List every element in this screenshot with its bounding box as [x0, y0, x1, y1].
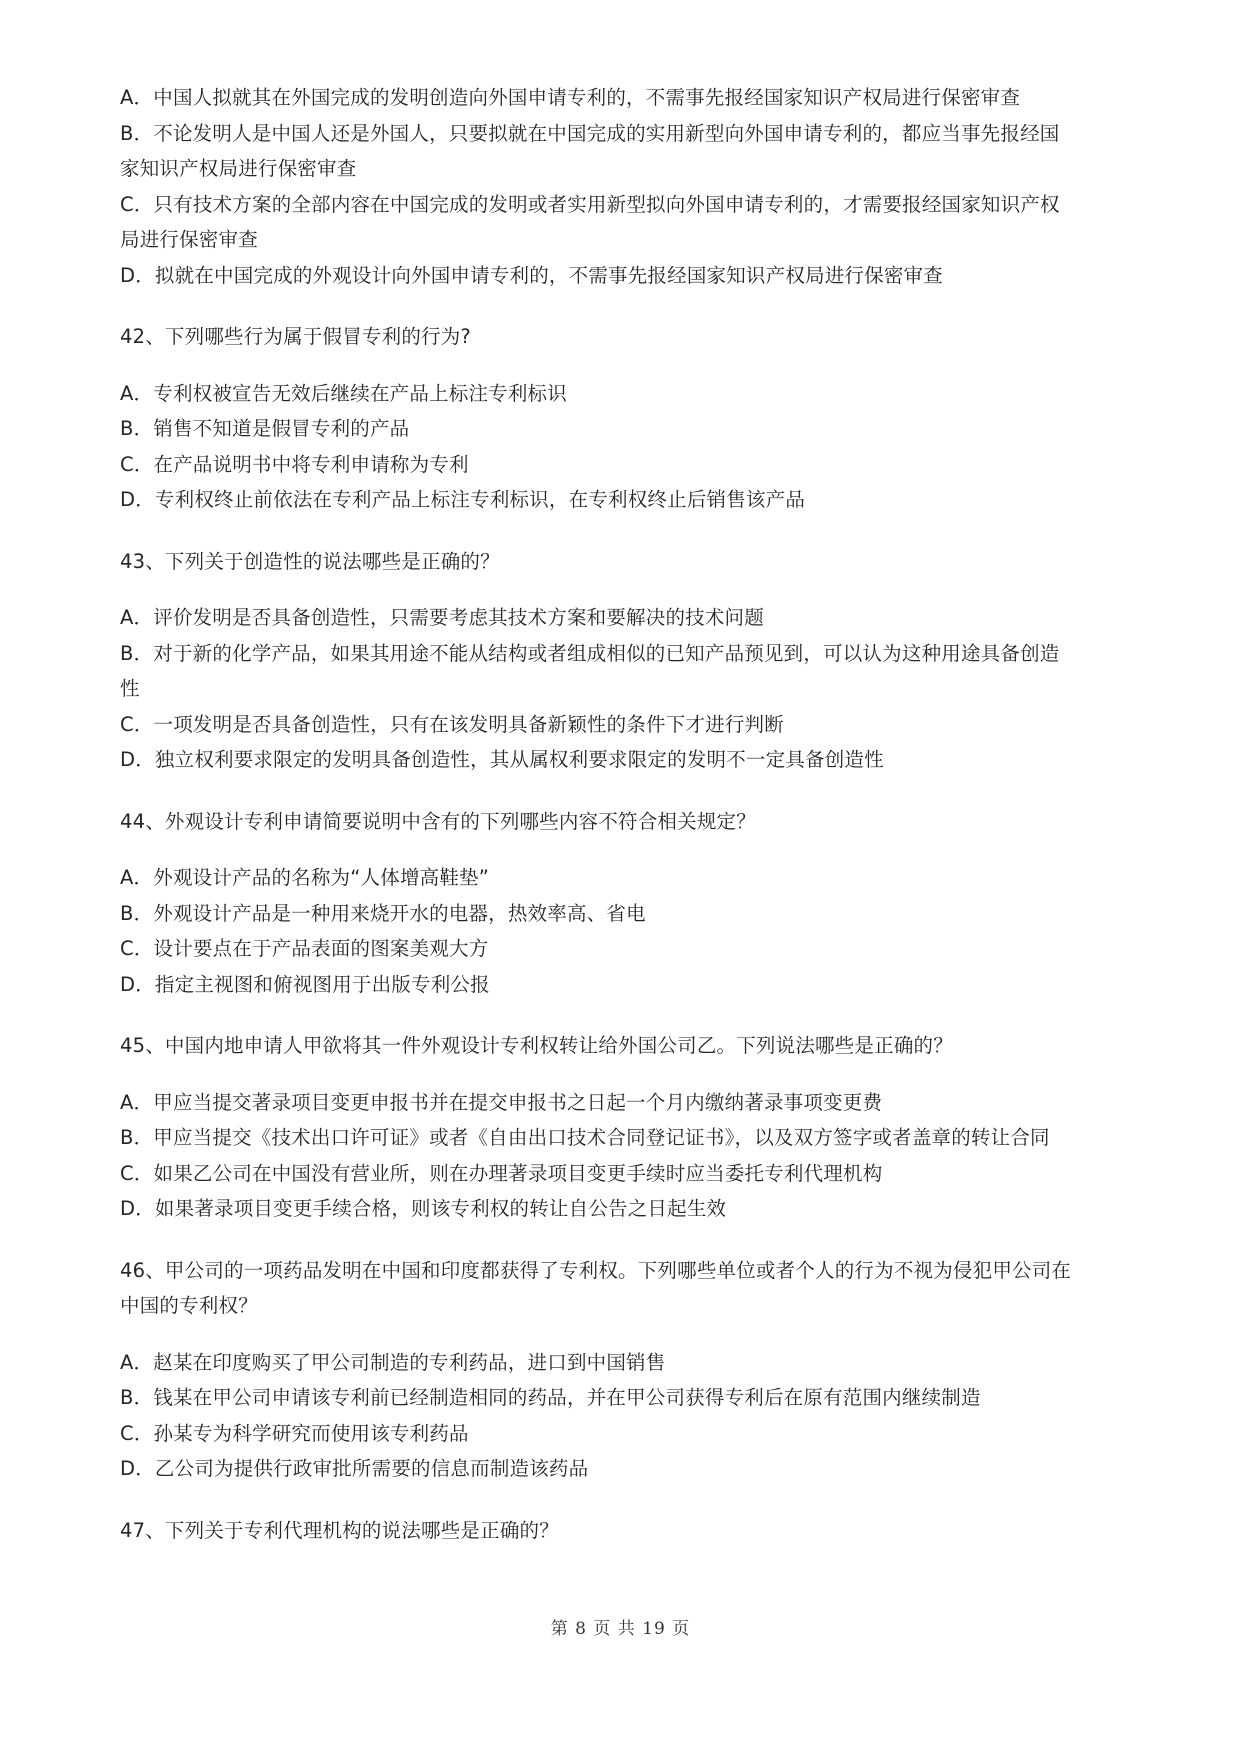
spacer	[120, 1002, 1165, 1028]
option-d: D．指定主视图和俯视图用于出版专利公报	[120, 972, 490, 996]
spacer	[120, 518, 1165, 544]
option-b	[120, 116, 1165, 187]
option-a: A．外观设计产品的名称为“人体增高鞋垫”	[120, 866, 490, 889]
document-page	[120, 80, 1165, 1548]
question-44	[120, 804, 1165, 1003]
spacer	[120, 1324, 1165, 1345]
spacer	[120, 1487, 1165, 1513]
option-a: A．专利权被宣告无效后继续在产品上标注专利标识	[120, 381, 567, 405]
question-45	[120, 1028, 1165, 1227]
text-line: 46、甲公司的一项药品发明在中国和印度都获得了专利权。下列哪些单位或者个人的行为不视为侵犯甲公司在	[120, 1258, 1072, 1282]
question-stem: 43、下列关于创造性的说法哪些是正确的？	[120, 549, 500, 573]
question-42	[120, 319, 1165, 518]
text-line: 性	[120, 677, 140, 700]
text-line: C．只有技术方案的全部内容在中国完成的发明或者实用新型拟向外国申请专利的，才需要报经国家知识产权	[120, 192, 1060, 216]
option-d	[120, 258, 1165, 294]
option-b	[120, 636, 1165, 707]
option-c: C．在产品说明书中将专利申请称为专利	[120, 452, 469, 476]
text-line: B．不论发明人是中国人还是外国人，只要拟就在中国完成的实用新型向外国申请专利的，都应当事先报经国	[120, 121, 1060, 145]
question-41	[120, 80, 1165, 293]
text-line: 家知识产权局进行保密审查	[120, 157, 357, 180]
page-number-footer: 第 8 页 共 19 页	[550, 1619, 691, 1639]
option-c: C．孙某专为科学研究而使用该专利药品	[120, 1421, 469, 1445]
spacer	[120, 1064, 1165, 1085]
option-b: B．外观设计产品是一种用来烧开水的电器，热效率高、省电	[120, 901, 646, 925]
question-stem: 44、外观设计专利申请简要说明中含有的下列哪些内容不符合相关规定？	[120, 809, 756, 833]
question-47	[120, 1513, 1165, 1549]
question-43	[120, 544, 1165, 778]
spacer	[120, 1227, 1165, 1253]
spacer	[120, 839, 1165, 860]
option-d: D．独立权利要求限定的发明具备创造性，其从属权利要求限定的发明不一定具备创造性	[120, 748, 884, 771]
question-stem: 47、下列关于专利代理机构的说法哪些是正确的？	[120, 1518, 559, 1542]
text-line: 局进行保密审查	[120, 228, 258, 251]
option-a: A．甲应当提交著录项目变更申报书并在提交申报书之日起一个月内缴纳著录事项变更费	[120, 1090, 883, 1114]
option-c	[120, 187, 1165, 258]
option-a	[120, 80, 1165, 116]
question-stem: 42、下列哪些行为属于假冒专利的行为?	[120, 325, 471, 348]
spacer	[120, 778, 1165, 804]
question-stem	[120, 1253, 1165, 1324]
option-b: B．甲应当提交《技术出口许可证》或者《自由出口技术合同登记证书》，以及双方签字或者盖章的转让合同	[120, 1126, 1050, 1149]
spacer	[120, 293, 1165, 319]
option-a: A．赵某在印度购买了甲公司制造的专利药品，进口到中国销售	[120, 1350, 666, 1374]
text-line: A．中国人拟就其在外国完成的发明创造向外国申请专利的，不需事先报经国家知识产权局进行保密审查	[120, 86, 1021, 109]
text-line: B．对于新的化学产品，如果其用途不能从结构或者组成相似的已知产品预见到，可以认为这种用途具备创造	[120, 641, 1060, 665]
option-d: D．乙公司为提供行政审批所需要的信息而制造该药品	[120, 1457, 589, 1480]
question-46	[120, 1253, 1165, 1487]
question-stem: 45、中国内地申请人甲欲将其一件外观设计专利权转让给外国公司乙。下列说法哪些是正确的？	[120, 1034, 953, 1057]
spacer	[120, 355, 1165, 376]
text-line: 中国的专利权？	[120, 1294, 258, 1317]
option-d: D．如果著录项目变更手续合格，则该专利权的转让自公告之日起生效	[120, 1197, 727, 1220]
option-c: C．如果乙公司在中国没有营业所，则在办理著录项目变更手续时应当委托专利代理机构	[120, 1161, 883, 1185]
option-b: B．钱某在甲公司申请该专利前已经制造相同的药品，并在甲公司获得专利后在原有范围内继续制造	[120, 1386, 981, 1409]
option-a: A．评价发明是否具备创造性，只需要考虑其技术方案和要解决的技术问题	[120, 606, 764, 629]
option-b: B．销售不知道是假冒专利的产品	[120, 417, 410, 440]
option-d: D．专利权终止前依法在专利产品上标注专利标识，在专利权终止后销售该产品	[120, 488, 806, 511]
option-c: C．设计要点在于产品表面的图案美观大方	[120, 937, 489, 960]
option-c: C．一项发明是否具备创造性，只有在该发明具备新颖性的条件下才进行判断	[120, 712, 784, 736]
text-line: D．拟就在中国完成的外观设计向外国申请专利的，不需事先报经国家知识产权局进行保密审查	[120, 263, 943, 287]
spacer	[120, 579, 1165, 600]
